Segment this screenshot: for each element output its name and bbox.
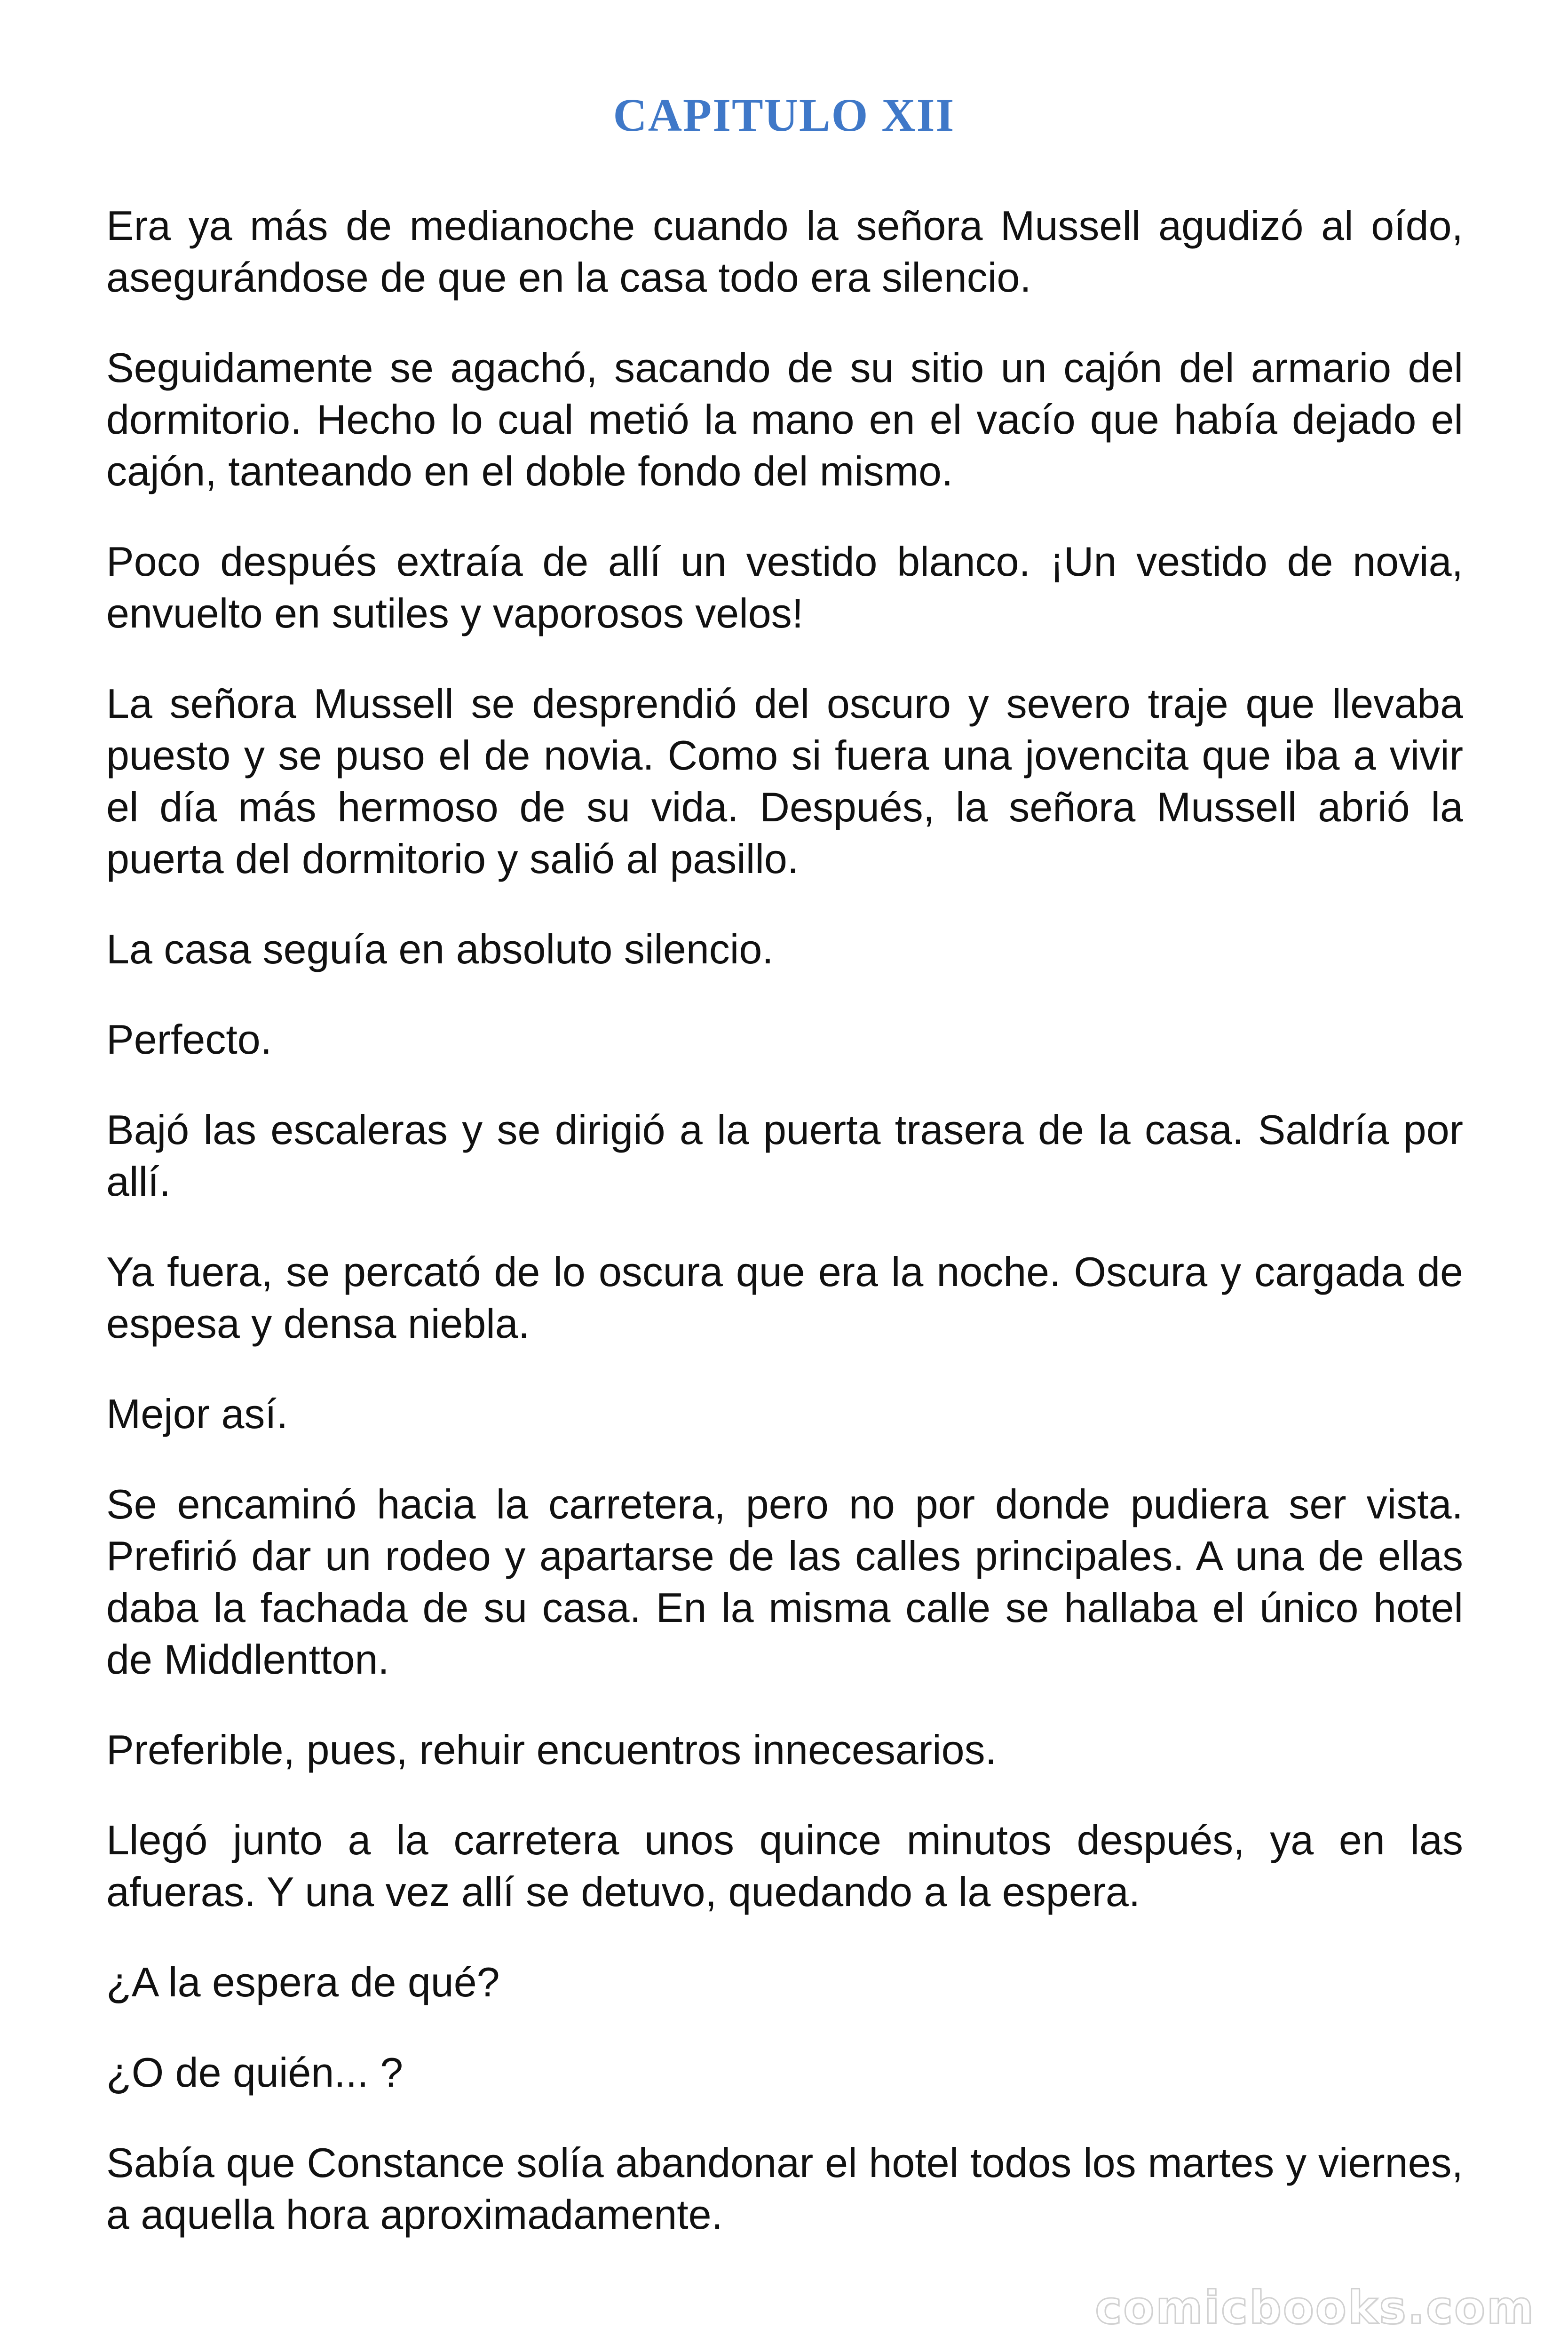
paragraph: Seguidamente se agachó, sacando de su sitio un cajón del armario del dormitorio. Hecho lo cual metió la mano en el vacío que había dejado el cajón, tanteando en el doble fondo del mismo. — [106, 344, 1463, 494]
paragraph: Mejor así. — [106, 1391, 288, 1437]
paragraph: Llegó junto a la carretera unos quince minutos después, ya en las afueras. Y una vez allí se detuvo, quedando a la espera. — [106, 1817, 1463, 1915]
paragraph: Se encaminó hacia la carretera, pero no por donde pudiera ser vista. Prefirió dar un rodeo y apartarse de las calles principales. A una de ellas daba la fachada de su casa. En la misma calle se hallaba el único hotel de Middlentton. — [106, 1481, 1463, 1683]
paragraph: Poco después extraía de allí un vestido blanco. ¡Un vestido de novia, envuelto en sutiles y vaporosos velos! — [106, 538, 1463, 636]
paragraph: Bajó las escaleras y se dirigió a la puerta trasera de la casa. Saldría por allí. — [106, 1106, 1463, 1205]
paragraph: ¿O de quién... ? — [106, 2049, 404, 2096]
paragraph: La casa seguía en absoluto silencio. — [106, 926, 774, 972]
watermark: comicbooks.com — [1095, 2281, 1535, 2334]
paragraph: Preferible, pues, rehuir encuentros innecesarios. — [106, 1726, 997, 1773]
paragraph: Perfecto. — [106, 1016, 272, 1063]
paragraph: Ya fuera, se percató de lo oscura que era la noche. Oscura y cargada de espesa y densa niebla. — [106, 1248, 1463, 1347]
paragraph: ¿A la espera de qué? — [106, 1959, 500, 2005]
chapter-body — [106, 200, 1463, 2279]
paragraph: Sabía que Constance solía abandonar el hotel todos los martes y viernes, a aquella hora aproximadamente. — [106, 2139, 1463, 2238]
paragraph: Era ya más de medianoche cuando la señora Mussell agudizó al oído, asegurándose de que en la casa todo era silencio. — [106, 202, 1463, 301]
paragraph: La señora Mussell se desprendió del oscuro y severo traje que llevaba puesto y se puso el de novia. Como si fuera una jovencita que iba a vivir el día más hermoso de su vida. Después, la señora Mussell abrió la puerta del dormitorio y salió al pasillo. — [106, 680, 1463, 882]
chapter-title: CAPITULO XII — [613, 89, 955, 141]
